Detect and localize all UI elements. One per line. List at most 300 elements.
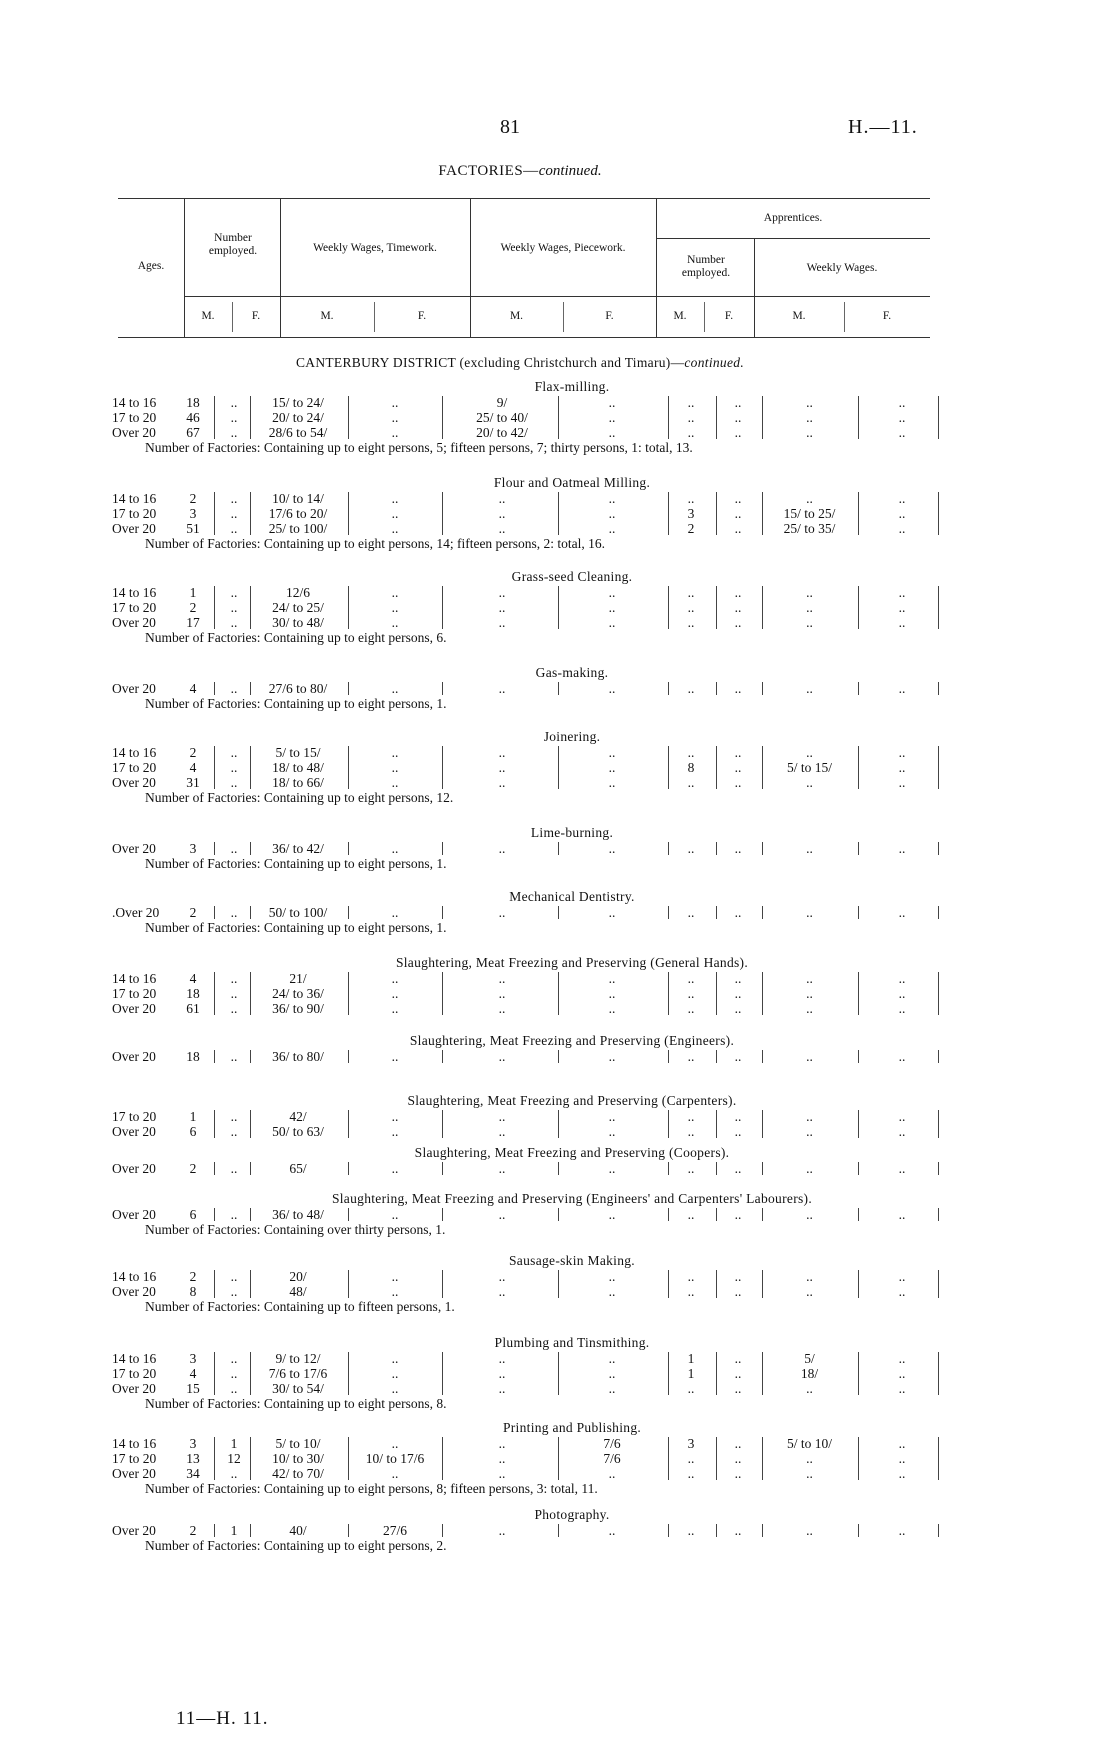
cell-females-employed: .. [230,1366,238,1381]
column-rule [250,1050,251,1063]
column-rule [668,1110,669,1138]
column-rule [716,1524,717,1537]
column-rule [858,1162,859,1175]
column-rule [938,1110,939,1138]
cell-apprentice-wages-female: .. [898,410,906,425]
cell-apprentices-male: .. [687,1381,695,1396]
cell-females-employed: .. [230,1351,238,1366]
factory-count-note: Number of Factories: Containing up to eight persons, 6. [145,630,447,645]
cell-piecework-male: .. [498,521,506,536]
cell-apprentices-female: .. [734,425,742,440]
cell-males-employed: 18 [186,395,200,410]
column-rule [716,1050,717,1063]
cell-apprentice-wages-male: 5/ to 10/ [786,1436,832,1451]
cell-males-employed: 6 [189,1207,197,1222]
cell-piecework-male: .. [498,615,506,630]
section-title: Mechanical Dentistry. [509,889,635,904]
column-rule [558,1524,559,1537]
cell-apprentice-wages-male: 25/ to 35/ [783,521,836,536]
cell-apprentice-wages-female: .. [898,1284,906,1299]
cell-apprentice-wages-female: .. [898,775,906,790]
column-rule [858,1050,859,1063]
cell-apprentice-wages-male: .. [806,1207,813,1222]
column-rule [214,1162,215,1175]
cell-males-employed: 2 [189,1269,197,1284]
cell-piecework-male: 20/ to 42/ [476,425,528,440]
table-row [112,1124,942,1139]
column-rule [442,1050,443,1063]
column-rule [442,1270,443,1298]
column-rule [938,1270,939,1298]
table-row [112,1366,942,1381]
cell-timework-male: 65/ [289,1161,307,1176]
section-title: Flour and Oatmeal Milling. [493,475,651,490]
column-rule [348,1437,349,1480]
cell-apprentice-wages-male: .. [806,615,813,630]
cell-apprentices-female: .. [734,1366,742,1381]
column-rule [938,906,939,919]
cell-apprentice-wages-female: .. [898,760,906,775]
cell-males-employed: 2 [189,745,197,760]
column-rule [442,906,443,919]
cell-age: 17 to 20 [112,506,157,521]
column-rule [558,842,559,855]
cell-age: .Over 20 [112,905,160,920]
column-rule [858,1110,859,1138]
cell-males-employed: 4 [189,1366,197,1381]
cell-age: Over 20 [112,1001,156,1016]
column-rule [558,1162,559,1175]
table-row [112,1161,942,1176]
cell-males-employed: 3 [189,1436,197,1451]
column-rule [442,1208,443,1221]
cell-piecework-female: .. [608,986,616,1001]
column-rule [762,492,763,535]
section-title: Lime-burning. [530,825,614,840]
cell-apprentices-female: .. [734,491,742,506]
table-row [112,491,942,506]
table-row [112,1436,942,1451]
cell-timework-female: .. [391,395,399,410]
cell-males-employed: 3 [189,1351,197,1366]
cell-apprentice-wages-female: .. [898,506,906,521]
cell-piecework-female: .. [608,585,616,600]
factory-section [112,378,942,455]
factory-count-note: Number of Factories: Containing up to eight persons, 8; fifteen persons, 3: total, 11. [145,1481,598,1496]
column-rule [716,1208,717,1221]
column-rule [716,396,717,439]
table-row [112,986,942,1001]
cell-timework-female: .. [391,1001,399,1016]
cell-apprentice-wages-female: .. [898,841,906,856]
cell-apprentice-wages-male: .. [806,1523,813,1538]
cell-males-employed: 46 [186,410,200,425]
cell-timework-male: 48/ [289,1284,307,1299]
cell-timework-male: 24/ to 25/ [272,600,324,615]
column-rule [348,492,349,535]
cell-piecework-female: 7/6 [603,1436,621,1451]
column-rule [716,586,717,629]
cell-piecework-female: .. [608,971,616,986]
cell-age: Over 20 [112,1381,156,1396]
cell-age: Over 20 [112,1466,156,1481]
table-row [112,521,942,536]
cell-females-employed: .. [230,585,238,600]
cell-age: 17 to 20 [112,1451,157,1466]
cell-males-employed: 4 [189,681,197,696]
cell-apprentice-wages-male: .. [806,1109,813,1124]
cell-age: Over 20 [112,775,156,790]
cell-males-employed: 2 [189,491,197,506]
cell-males-employed: 2 [189,1161,197,1176]
table-row [112,395,942,410]
cell-timework-male: 10/ to 30/ [272,1451,324,1466]
column-rule [716,1110,717,1138]
cell-timework-male: 50/ to 100/ [268,905,328,920]
cell-age: 14 to 16 [112,1436,157,1451]
cell-males-employed: 31 [186,775,200,790]
column-rule [938,492,939,535]
column-rule [858,396,859,439]
cell-timework-male: 20/ to 24/ [272,410,324,425]
column-rule [348,746,349,789]
cell-apprentices-male: .. [687,395,695,410]
column-rule [348,1050,349,1063]
cell-apprentices-female: .. [734,1109,742,1124]
section-rows [112,971,942,1016]
table-row [112,615,942,630]
cell-timework-female: 10/ to 17/6 [365,1451,425,1466]
cell-age: Over 20 [112,1049,156,1064]
column-rule [214,1352,215,1395]
cell-apprentices-female: .. [734,1436,742,1451]
cell-apprentice-wages-female: .. [898,585,906,600]
cell-timework-female: .. [391,1284,399,1299]
cell-timework-female: .. [391,1124,399,1139]
column-rule [442,586,443,629]
table-row [112,1451,942,1466]
cell-age: Over 20 [112,425,156,440]
cell-timework-male: 36/ to 80/ [272,1049,324,1064]
cell-males-employed: 6 [189,1124,197,1139]
cell-apprentices-male: .. [687,491,695,506]
cell-timework-female: .. [391,600,399,615]
section-rows [112,681,942,696]
cell-apprentices-male: .. [687,775,695,790]
cell-females-employed: 12 [227,1451,241,1466]
factory-section [112,568,942,645]
district-continued: continued. [684,355,745,370]
column-rule [348,682,349,695]
column-rule [858,1524,859,1537]
column-rule [558,906,559,919]
cell-piecework-female: .. [608,841,616,856]
cell-piecework-male: .. [498,1451,506,1466]
signature-mark: 11—H. 11. [176,1708,269,1729]
table-row [112,410,942,425]
cell-age: Over 20 [112,681,156,696]
cell-piecework-male: .. [498,971,506,986]
header-apprentices-number: Number employed. [681,254,731,279]
cell-apprentice-wages-male: .. [806,1269,813,1284]
column-rule [558,1050,559,1063]
column-rule [938,1352,939,1395]
cell-age: 14 to 16 [112,1269,157,1284]
column-rule [762,1270,763,1298]
column-rule [250,746,251,789]
cell-timework-female: .. [391,425,399,440]
cell-apprentices-female: .. [734,1351,742,1366]
table-row [112,1049,942,1064]
column-rule [668,972,669,1015]
column-rule [762,746,763,789]
cell-timework-female: .. [391,841,399,856]
cell-timework-female: .. [391,1049,399,1064]
cell-apprentice-wages-male: .. [806,1001,813,1016]
column-rule [250,1208,251,1221]
cell-timework-male: 36/ to 90/ [272,1001,324,1016]
cell-piecework-female: .. [608,1466,616,1481]
cell-apprentices-male: .. [687,1049,695,1064]
cell-apprentices-female: .. [734,395,742,410]
cell-males-employed: 34 [186,1466,200,1481]
header-apprentices: Apprentices. [763,212,823,224]
cell-apprentice-wages-male: .. [806,600,813,615]
cell-timework-female: .. [391,986,399,1001]
factory-section [112,1252,942,1314]
cell-age: 17 to 20 [112,760,157,775]
cell-timework-male: 5/ to 15/ [275,745,321,760]
table-row [112,1466,942,1481]
header-m: M. [201,310,215,322]
factory-count-note: Number of Factories: Containing up to eight persons, 1. [145,856,447,871]
cell-apprentice-wages-female: .. [898,1436,906,1451]
factory-section [112,1334,942,1411]
column-rule [348,1524,349,1537]
cell-timework-male: 36/ to 42/ [272,841,324,856]
column-rule [214,1437,215,1480]
cell-apprentices-male: .. [687,681,695,696]
column-rule [668,492,669,535]
header-apprentices-weekly: Weekly Wages. [806,262,878,274]
column-rule [348,842,349,855]
section-title: Grass-seed Cleaning. [511,569,633,584]
cell-apprentice-wages-female: .. [898,1109,906,1124]
column-rule [348,1208,349,1221]
column-rule [858,972,859,1015]
column-rule [558,1110,559,1138]
cell-timework-male: 7/6 to 17/6 [268,1366,328,1381]
cell-apprentices-male: .. [687,971,695,986]
cell-apprentice-wages-male: .. [806,1284,813,1299]
cell-timework-female: .. [391,1366,399,1381]
column-rule [442,972,443,1015]
factory-section [112,1032,942,1064]
cell-apprentice-wages-male: 5/ [804,1351,815,1366]
document-reference: H.—11. [848,116,918,138]
cell-apprentices-female: .. [734,745,742,760]
cell-timework-male: 24/ to 36/ [272,986,324,1001]
column-rule [442,396,443,439]
cell-apprentices-female: .. [734,986,742,1001]
section-title: Slaughtering, Meat Freezing and Preserving (Coopers). [414,1145,730,1160]
table-row [112,1109,942,1124]
cell-piecework-male: .. [498,1366,506,1381]
cell-piecework-male: .. [498,1466,506,1481]
cell-males-employed: 18 [186,1049,200,1064]
cell-females-employed: .. [230,600,238,615]
column-rule [348,1162,349,1175]
factory-count-note: Number of Factories: Containing up to eight persons, 8. [145,1396,447,1411]
section-title: Sausage-skin Making. [509,1253,635,1268]
cell-females-employed: .. [230,905,238,920]
table-row [112,600,942,615]
cell-timework-female: .. [391,760,399,775]
cell-females-employed: .. [230,1001,238,1016]
table-row [112,841,942,856]
cell-timework-male: 10/ to 14/ [272,491,324,506]
cell-apprentices-female: .. [734,615,742,630]
cell-piecework-female: .. [608,1381,616,1396]
cell-apprentices-female: .. [734,681,742,696]
section-rows [112,491,942,536]
section-rows [112,1161,942,1176]
cell-piecework-female: .. [608,1351,616,1366]
cell-apprentice-wages-male: .. [806,841,813,856]
cell-apprentices-female: .. [734,841,742,856]
column-rule [716,746,717,789]
section-rows [112,1436,942,1481]
column-rule [938,1437,939,1480]
cell-piecework-female: .. [608,745,616,760]
cell-apprentices-female: .. [734,1049,742,1064]
column-rule [938,746,939,789]
column-rule [716,1352,717,1395]
column-rule [762,1110,763,1138]
column-rule [938,586,939,629]
column-rule [716,1270,717,1298]
table-title-main: FACTORIES— [438,163,539,179]
cell-females-employed: .. [230,1284,238,1299]
column-rule [442,746,443,789]
column-rule [442,1162,443,1175]
cell-males-employed: 8 [189,1284,197,1299]
cell-piecework-female: .. [608,1284,616,1299]
cell-females-employed: .. [230,395,238,410]
cell-apprentice-wages-female: .. [898,1161,906,1176]
cell-females-employed: .. [230,841,238,856]
cell-apprentice-wages-female: .. [898,1523,906,1538]
cell-timework-female: .. [391,506,399,521]
cell-apprentice-wages-female: .. [898,1001,906,1016]
cell-piecework-female: .. [608,1109,616,1124]
cell-piecework-female: .. [608,1523,616,1538]
cell-apprentices-male: .. [687,986,695,1001]
column-rule [558,1208,559,1221]
column-rule [348,906,349,919]
cell-timework-female: .. [391,1466,399,1481]
cell-apprentice-wages-female: .. [898,600,906,615]
cell-piecework-female: .. [608,1269,616,1284]
column-rule [938,842,939,855]
column-rule [716,972,717,1015]
cell-apprentice-wages-male: .. [806,410,813,425]
header-weekly-piecework: Weekly Wages, Piecework. [500,242,626,254]
section-title: Printing and Publishing. [502,1420,642,1435]
cell-apprentice-wages-male: 15/ to 25/ [783,506,836,521]
cell-males-employed: 2 [189,1523,197,1538]
factory-count-note: Number of Factories: Containing up to eight persons, 1. [145,696,447,711]
section-title: Flax-milling. [534,379,610,394]
section-rows [112,745,942,790]
column-rule [250,396,251,439]
column-rule [348,1352,349,1395]
factory-section [112,1190,942,1237]
cell-piecework-female: .. [608,1001,616,1016]
cell-apprentice-wages-male: .. [806,905,813,920]
column-rule [214,1270,215,1298]
cell-piecework-male: .. [498,1351,506,1366]
cell-piecework-female: .. [608,491,616,506]
cell-piecework-male: .. [498,1109,506,1124]
column-rule [668,1352,669,1395]
cell-age: Over 20 [112,1523,156,1538]
column-rule [214,842,215,855]
cell-timework-female: .. [391,775,399,790]
cell-females-employed: .. [230,1207,238,1222]
cell-apprentices-female: .. [734,1381,742,1396]
cell-males-employed: 51 [186,521,200,536]
cell-females-employed: .. [230,1466,238,1481]
cell-timework-male: 42/ to 70/ [272,1466,324,1481]
column-rule [250,1162,251,1175]
cell-apprentices-female: .. [734,971,742,986]
section-title: Gas-making. [535,665,609,680]
cell-piecework-female: .. [608,600,616,615]
column-rule [250,1524,251,1537]
column-rule [214,746,215,789]
column-rule [442,1352,443,1395]
column-rule [668,1162,669,1175]
cell-apprentices-female: .. [734,521,742,536]
column-rule [716,842,717,855]
column-rule [250,906,251,919]
cell-timework-female: .. [391,1381,399,1396]
column-rule [668,682,669,695]
column-rule [858,586,859,629]
column-rule [938,396,939,439]
cell-apprentices-female: .. [734,905,742,920]
factory-section [112,954,942,1016]
cell-males-employed: 4 [189,971,197,986]
column-rule [558,972,559,1015]
column-rule [762,1524,763,1537]
cell-apprentices-male: .. [687,615,695,630]
cell-apprentices-male: .. [687,1269,695,1284]
factory-count-note: Number of Factories: Containing up to eight persons, 2. [145,1538,447,1553]
cell-piecework-male: .. [498,905,506,920]
header-weekly-timework: Weekly Wages, Timework. [313,242,437,254]
cell-piecework-male: .. [498,841,506,856]
cell-apprentices-male: .. [687,841,695,856]
cell-apprentice-wages-male: .. [806,1381,813,1396]
column-rule [668,746,669,789]
cell-piecework-female: .. [608,410,616,425]
cell-apprentices-female: .. [734,1284,742,1299]
cell-females-employed: .. [230,1161,238,1176]
cell-age: Over 20 [112,1124,156,1139]
header-f: F. [417,310,427,322]
